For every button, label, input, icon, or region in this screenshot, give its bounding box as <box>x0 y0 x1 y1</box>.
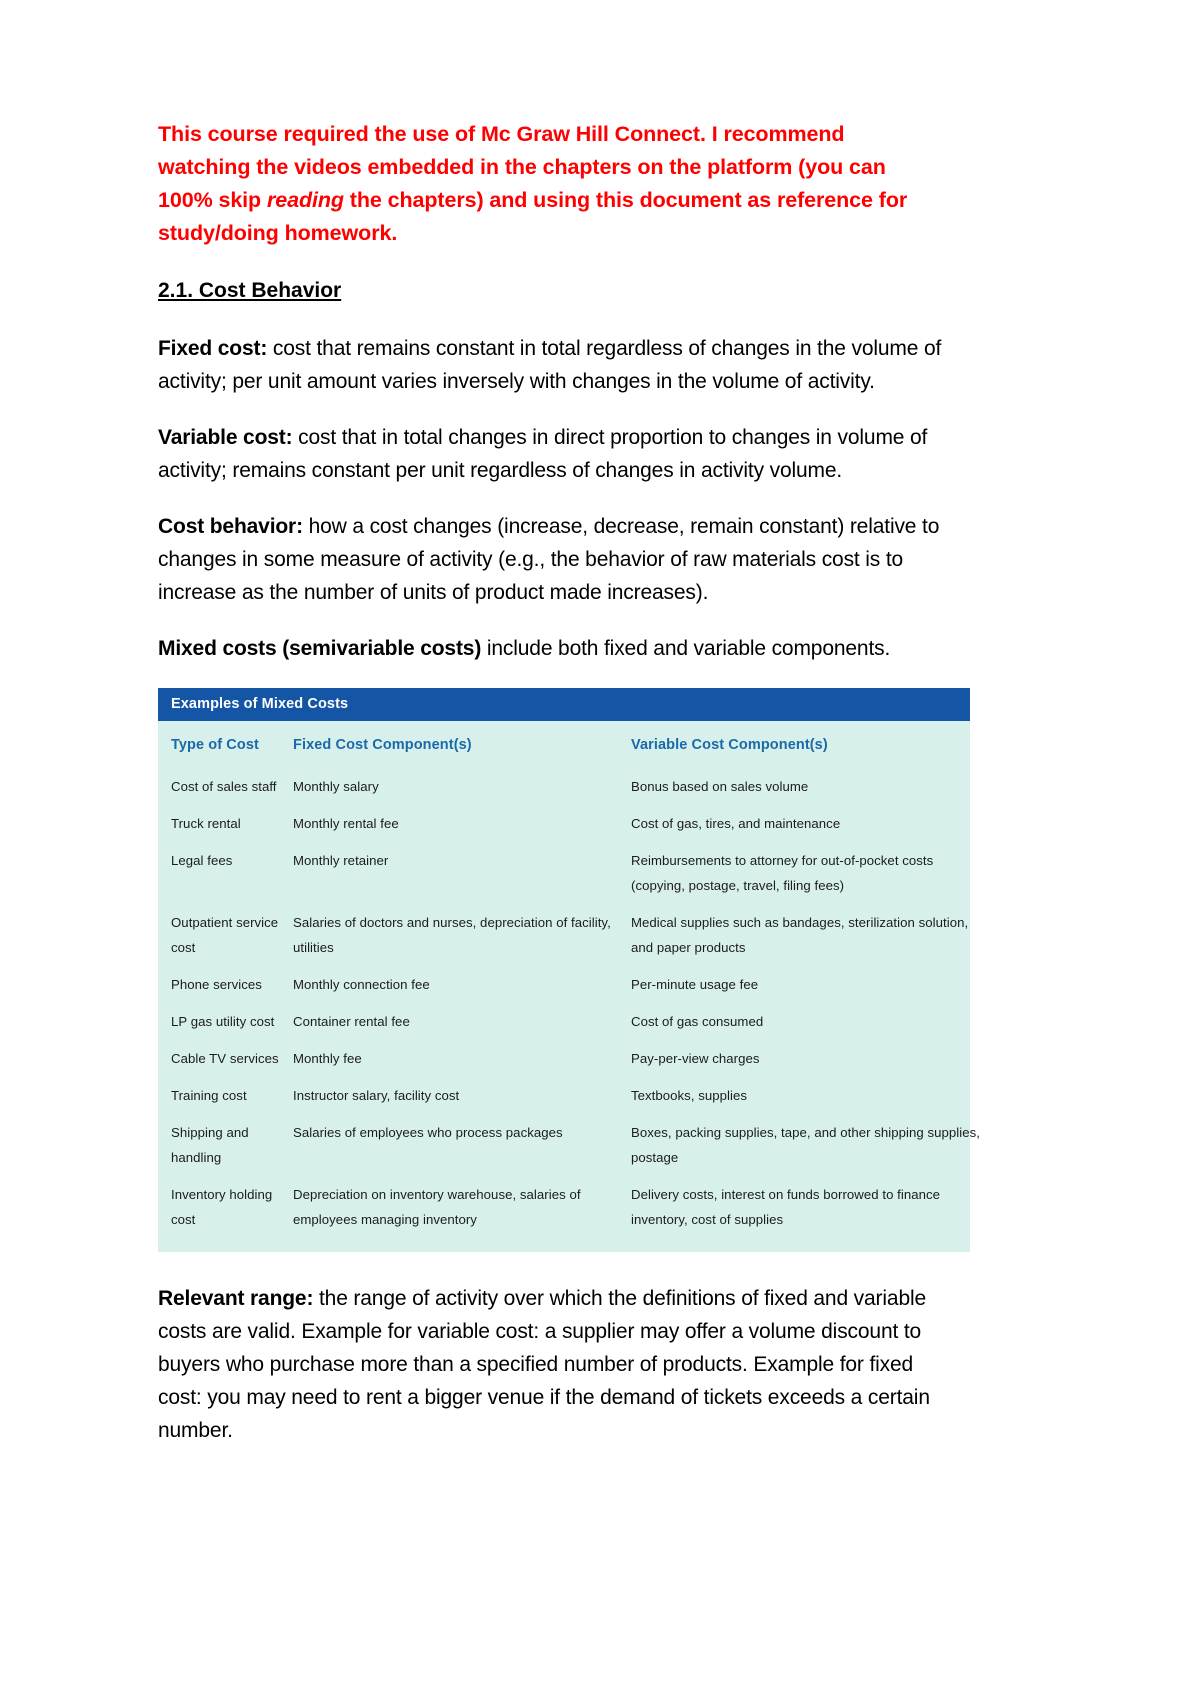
column-header-variable-cost-component: Variable Cost Component(s) <box>631 737 828 753</box>
paragraph-fixed-cost <box>158 332 948 398</box>
table-body <box>158 721 980 1252</box>
paragraph-relevant-range <box>158 1282 948 1447</box>
cell-variable-component: Cost of gas consumed <box>631 1014 764 1029</box>
cell-variable-component: Textbooks, supplies <box>631 1088 748 1103</box>
cell-variable-component: Reimbursements to attorney for out-of-pocket costs (copying, postage, travel, filing fees) <box>631 853 934 893</box>
term-cost-behavior: Cost behavior: <box>158 515 303 538</box>
cell-variable-component: Delivery costs, interest on funds borrowed to finance inventory, cost of supplies <box>631 1187 941 1227</box>
term-fixed-cost: Fixed cost: <box>158 337 268 360</box>
course-notice-part2: the chapters) and using this document as reference for study/doing homework. <box>158 188 908 245</box>
term-relevant-range: Relevant range: <box>158 1287 314 1310</box>
table-head <box>158 725 994 768</box>
paragraph-cost-behavior <box>158 510 948 609</box>
term-mixed-costs: Mixed costs (semivariable costs) <box>158 637 482 660</box>
cell-fixed-component: Monthly rental fee <box>293 816 399 831</box>
cell-variable-component: Bonus based on sales volume <box>631 779 809 794</box>
term-variable-cost: Variable cost: <box>158 426 293 449</box>
table-row <box>158 966 994 1003</box>
cell-type-of-cost: Outpatient service cost <box>171 915 279 955</box>
cell-variable-component: Per-minute usage fee <box>631 977 759 992</box>
examples-of-mixed-costs-table <box>158 688 980 1252</box>
course-notice-italic: reading <box>266 188 344 212</box>
definition-fixed-cost: cost that remains constant in total regardless of changes in the volume of activity; per unit amount varies inversely with changes in the volume of activity. <box>158 337 942 393</box>
cell-type-of-cost: Inventory holding cost <box>171 1187 273 1227</box>
table-rows <box>158 768 994 1238</box>
cell-type-of-cost: Cable TV services <box>171 1051 279 1066</box>
column-header-fixed-cost-component: Fixed Cost Component(s) <box>293 737 472 753</box>
table-row <box>158 1040 994 1077</box>
cell-fixed-component: Monthly retainer <box>293 853 389 868</box>
table-title: Examples of Mixed Costs <box>158 688 970 721</box>
table-row <box>158 1176 994 1238</box>
cell-type-of-cost: Shipping and handling <box>171 1125 249 1165</box>
cell-fixed-component: Monthly salary <box>293 779 379 794</box>
cell-fixed-component: Monthly connection fee <box>293 977 430 992</box>
cell-type-of-cost: LP gas utility cost <box>171 1014 275 1029</box>
section-heading: 2.1. Cost Behavior <box>158 279 342 302</box>
cell-variable-component: Cost of gas, tires, and maintenance <box>631 816 841 831</box>
cell-fixed-component: Salaries of doctors and nurses, depreciation of facility, utilities <box>293 915 611 955</box>
table-row <box>158 768 994 805</box>
paragraph-mixed-costs <box>158 632 948 665</box>
paragraph-variable-cost <box>158 421 948 487</box>
column-header-type-of-cost: Type of Cost <box>171 737 259 753</box>
cell-type-of-cost: Cost of sales staff <box>171 779 277 794</box>
cell-type-of-cost: Truck rental <box>171 816 241 831</box>
course-notice-part1: This course required the use of Mc Graw Hill Connect. I recommend watching the videos embedded in the chapters on the platform (you can 100% skip <box>158 122 886 212</box>
table-row <box>158 805 994 842</box>
cell-type-of-cost: Legal fees <box>171 853 233 868</box>
definition-variable-cost: cost that in total changes in direct proportion to changes in volume of activity; remains constant per unit regardless of changes in activity volume. <box>158 426 928 482</box>
cell-fixed-component: Container rental fee <box>293 1014 410 1029</box>
cell-variable-component: Pay-per-view charges <box>631 1051 760 1066</box>
table-row <box>158 1077 994 1114</box>
table-header-row <box>158 725 994 768</box>
cell-variable-component: Boxes, packing supplies, tape, and other shipping supplies, postage <box>631 1125 980 1165</box>
cost-rows-table <box>158 725 994 1238</box>
cell-fixed-component: Monthly fee <box>293 1051 362 1066</box>
cell-variable-component: Medical supplies such as bandages, sterilization solution, and paper products <box>631 915 969 955</box>
course-notice <box>158 118 938 250</box>
cell-fixed-component: Salaries of employees who process packages <box>293 1125 563 1140</box>
table-row <box>158 1114 994 1176</box>
cell-fixed-component: Depreciation on inventory warehouse, salaries of employees managing inventory <box>293 1187 581 1227</box>
cell-type-of-cost: Training cost <box>171 1088 247 1103</box>
table-row <box>158 904 994 966</box>
table-row <box>158 842 994 904</box>
cell-type-of-cost: Phone services <box>171 977 262 992</box>
cell-fixed-component: Instructor salary, facility cost <box>293 1088 460 1103</box>
definition-cost-behavior: how a cost changes (increase, decrease, remain constant) relative to changes in some measure of activity (e.g., the behavior of raw materials cost is to increase as the number of units of product made increases). <box>158 515 940 604</box>
definition-mixed-costs: include both fixed and variable components. <box>481 637 891 660</box>
definition-relevant-range: the range of activity over which the definitions of fixed and variable costs are valid. Example for variable cost: a supplier may offer a volume discount to buyers who purchase more than a specified number of products. Example for fixed cost: you may need to rent a bigger venue if the demand of tickets exceeds a certain number. <box>158 1287 930 1442</box>
table-row <box>158 1003 994 1040</box>
